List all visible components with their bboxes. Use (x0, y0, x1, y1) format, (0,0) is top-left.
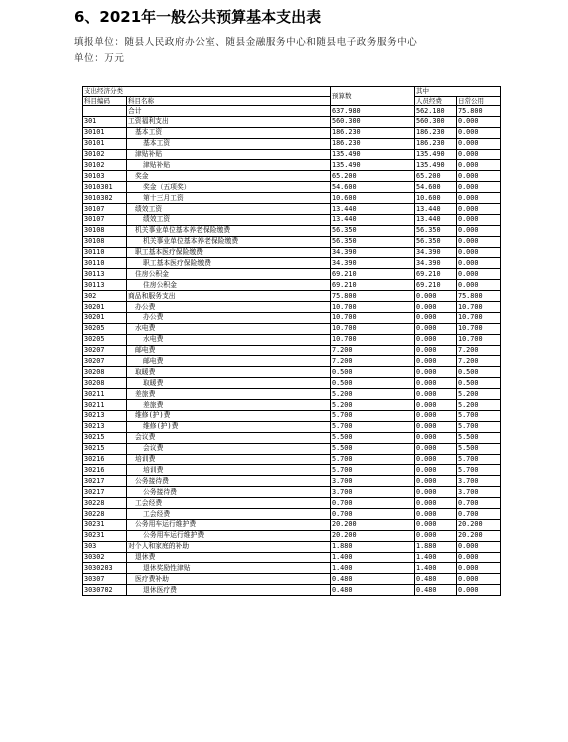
budget-cell: 7.200 (331, 345, 415, 356)
code-cell: 30101 (83, 138, 127, 149)
name-cell: 工会经费 (127, 508, 331, 519)
header-category: 支出经济分类 (83, 87, 331, 97)
table-row (83, 116, 501, 127)
code-cell: 30217 (83, 476, 127, 487)
table-row (83, 421, 501, 432)
code-cell: 30201 (83, 312, 127, 323)
name-cell: 水电费 (127, 334, 331, 345)
name-cell: 取暖费 (127, 367, 331, 378)
code-cell: 30102 (83, 149, 127, 160)
budget-cell: 10.700 (331, 312, 415, 323)
budget-cell: 5.200 (331, 389, 415, 400)
name-cell: 退休费 (127, 552, 331, 563)
code-cell: 3010301 (83, 182, 127, 193)
public-cell: 0.700 (457, 498, 501, 509)
public-cell: 20.200 (457, 530, 501, 541)
public-cell: 0.000 (457, 280, 501, 291)
budget-cell: 135.490 (331, 149, 415, 160)
personnel-cell: 0.000 (415, 530, 457, 541)
name-cell: 邮电费 (127, 345, 331, 356)
table-row (83, 291, 501, 302)
code-cell: 30215 (83, 443, 127, 454)
public-cell: 20.200 (457, 519, 501, 530)
public-cell: 0.000 (457, 204, 501, 215)
personnel-cell: 0.000 (415, 345, 457, 356)
personnel-cell: 1.880 (415, 541, 457, 552)
personnel-cell: 10.600 (415, 193, 457, 204)
code-cell: 30208 (83, 378, 127, 389)
table-row (83, 465, 501, 476)
public-cell: 7.200 (457, 356, 501, 367)
header-budget: 预算数 (331, 87, 415, 106)
budget-cell: 186.230 (331, 127, 415, 138)
table-row (83, 400, 501, 411)
budget-cell: 1.400 (331, 563, 415, 574)
personnel-cell: 0.000 (415, 487, 457, 498)
budget-cell: 135.490 (331, 160, 415, 171)
name-cell: 职工基本医疗保险缴费 (127, 258, 331, 269)
code-cell: 30201 (83, 302, 127, 313)
public-cell: 0.000 (457, 225, 501, 236)
public-cell: 3.700 (457, 487, 501, 498)
budget-cell: 0.500 (331, 378, 415, 389)
code-cell: 30107 (83, 204, 127, 215)
public-cell: 5.700 (457, 465, 501, 476)
code-cell: 30231 (83, 519, 127, 530)
table-row (83, 171, 501, 182)
personnel-cell: 0.000 (415, 410, 457, 421)
name-cell: 水电费 (127, 323, 331, 334)
table-row (83, 182, 501, 193)
name-cell: 机关事业单位基本养老保险缴费 (127, 236, 331, 247)
code-cell: 30205 (83, 323, 127, 334)
public-cell: 5.700 (457, 410, 501, 421)
table-row (83, 378, 501, 389)
table-row (83, 508, 501, 519)
code-cell: 30216 (83, 465, 127, 476)
personnel-cell: 0.000 (415, 454, 457, 465)
name-cell: 绩效工资 (127, 204, 331, 215)
personnel-cell: 1.400 (415, 563, 457, 574)
public-cell: 10.700 (457, 334, 501, 345)
public-cell: 0.000 (457, 160, 501, 171)
table-row (83, 225, 501, 236)
personnel-cell: 69.210 (415, 269, 457, 280)
name-cell: 津贴补贴 (127, 160, 331, 171)
personnel-cell: 0.000 (415, 465, 457, 476)
code-cell: 30103 (83, 171, 127, 182)
header-name: 科目名称 (127, 96, 331, 106)
budget-cell: 1.880 (331, 541, 415, 552)
name-cell: 取暖费 (127, 378, 331, 389)
header-personnel: 人员经费 (415, 96, 457, 106)
code-cell: 3030203 (83, 563, 127, 574)
personnel-cell: 186.230 (415, 138, 457, 149)
table-row (83, 574, 501, 585)
personnel-cell: 0.000 (415, 443, 457, 454)
code-cell: 30108 (83, 236, 127, 247)
personnel-cell: 0.000 (415, 476, 457, 487)
name-cell: 住房公积金 (127, 269, 331, 280)
table-row (83, 519, 501, 530)
public-cell: 5.200 (457, 389, 501, 400)
budget-cell: 69.210 (331, 269, 415, 280)
personnel-cell: 13.440 (415, 204, 457, 215)
table-row (83, 236, 501, 247)
code-cell: 30205 (83, 334, 127, 345)
table-row (83, 345, 501, 356)
name-cell: 维修(护)费 (127, 421, 331, 432)
budget-cell: 65.200 (331, 171, 415, 182)
name-cell: 第十三月工资 (127, 193, 331, 204)
public-cell: 75.800 (457, 291, 501, 302)
personnel-cell: 54.600 (415, 182, 457, 193)
name-cell: 住房公积金 (127, 280, 331, 291)
name-cell: 会议费 (127, 443, 331, 454)
name-cell: 公务接待费 (127, 476, 331, 487)
public-cell: 10.700 (457, 323, 501, 334)
name-cell: 培训费 (127, 465, 331, 476)
name-cell: 差旅费 (127, 389, 331, 400)
header-row-1 (83, 87, 501, 97)
personnel-cell: 135.490 (415, 149, 457, 160)
code-cell: 30211 (83, 389, 127, 400)
personnel-cell: 0.000 (415, 356, 457, 367)
budget-cell: 5.700 (331, 465, 415, 476)
name-cell: 基本工资 (127, 127, 331, 138)
personnel-cell: 56.350 (415, 236, 457, 247)
personnel-cell: 34.390 (415, 258, 457, 269)
personnel-cell: 0.000 (415, 498, 457, 509)
personnel-cell: 0.000 (415, 378, 457, 389)
public-cell: 0.000 (457, 171, 501, 182)
public-cell: 0.000 (457, 193, 501, 204)
budget-cell: 13.440 (331, 204, 415, 215)
table-row (83, 258, 501, 269)
budget-cell: 5.500 (331, 432, 415, 443)
header-public: 日常公用 (457, 96, 501, 106)
public-cell: 0.000 (457, 552, 501, 563)
name-cell: 退休医疗费 (127, 585, 331, 596)
header-of-which: 其中 (415, 87, 501, 97)
table-row (83, 498, 501, 509)
fill-unit-text: 填报单位：随县人民政府办公室、随县金融服务中心和随县电子政务服务中心 (74, 37, 418, 48)
budget-cell: 10.600 (331, 193, 415, 204)
public-cell: 0.000 (457, 149, 501, 160)
budget-cell: 10.700 (331, 302, 415, 313)
budget-cell: 5.500 (331, 443, 415, 454)
budget-cell: 34.390 (331, 258, 415, 269)
name-cell: 基本工资 (127, 138, 331, 149)
table-row (83, 432, 501, 443)
code-cell: 30213 (83, 410, 127, 421)
public-cell: 5.200 (457, 400, 501, 411)
name-cell: 公务用车运行维护费 (127, 519, 331, 530)
code-cell: 30215 (83, 432, 127, 443)
table-row (83, 323, 501, 334)
name-cell: 差旅费 (127, 400, 331, 411)
name-cell: 退休奖励性津贴 (127, 563, 331, 574)
public-cell: 0.000 (457, 182, 501, 193)
code-cell: 30108 (83, 225, 127, 236)
budget-cell: 13.440 (331, 214, 415, 225)
public-cell: 0.000 (457, 127, 501, 138)
table-row (83, 410, 501, 421)
table-row (83, 204, 501, 215)
budget-cell: 20.200 (331, 530, 415, 541)
code-cell: 30217 (83, 487, 127, 498)
name-cell: 奖金 (127, 171, 331, 182)
budget-cell: 637.980 (331, 106, 415, 117)
code-cell: 30102 (83, 160, 127, 171)
table-row (83, 127, 501, 138)
personnel-cell: 560.300 (415, 116, 457, 127)
personnel-cell: 0.000 (415, 323, 457, 334)
budget-cell: 5.200 (331, 400, 415, 411)
table-row (83, 563, 501, 574)
name-cell: 维修(护)费 (127, 410, 331, 421)
name-cell: 绩效工资 (127, 214, 331, 225)
table-row (83, 585, 501, 596)
table-row (83, 193, 501, 204)
table-row (83, 106, 501, 117)
public-cell: 0.700 (457, 508, 501, 519)
budget-cell: 5.700 (331, 454, 415, 465)
name-cell: 对个人和家庭的补助 (127, 541, 331, 552)
code-cell: 30231 (83, 530, 127, 541)
budget-cell: 560.300 (331, 116, 415, 127)
code-cell: 30207 (83, 345, 127, 356)
public-cell: 0.000 (457, 563, 501, 574)
table-row (83, 476, 501, 487)
table-row (83, 334, 501, 345)
code-cell: 301 (83, 116, 127, 127)
public-cell: 0.000 (457, 258, 501, 269)
personnel-cell: 13.440 (415, 214, 457, 225)
name-cell: 职工基本医疗保险缴费 (127, 247, 331, 258)
personnel-cell: 1.400 (415, 552, 457, 563)
table-row (83, 356, 501, 367)
code-cell: 3010302 (83, 193, 127, 204)
public-cell: 0.000 (457, 138, 501, 149)
personnel-cell: 0.000 (415, 312, 457, 323)
personnel-cell: 65.200 (415, 171, 457, 182)
public-cell: 0.500 (457, 378, 501, 389)
budget-cell: 7.200 (331, 356, 415, 367)
public-cell: 0.000 (457, 574, 501, 585)
public-cell: 75.800 (457, 106, 501, 117)
name-cell: 公务用车运行维护费 (127, 530, 331, 541)
public-cell: 0.000 (457, 116, 501, 127)
budget-cell: 69.210 (331, 280, 415, 291)
budget-cell: 5.700 (331, 410, 415, 421)
name-cell: 工资福利支出 (127, 116, 331, 127)
table-row (83, 214, 501, 225)
personnel-cell: 34.390 (415, 247, 457, 258)
public-cell: 5.500 (457, 443, 501, 454)
table-row (83, 149, 501, 160)
public-cell: 0.000 (457, 236, 501, 247)
code-cell: 30216 (83, 454, 127, 465)
code-cell: 30207 (83, 356, 127, 367)
code-cell: 3030702 (83, 585, 127, 596)
budget-cell: 75.800 (331, 291, 415, 302)
code-cell: 302 (83, 291, 127, 302)
personnel-cell: 0.000 (415, 421, 457, 432)
budget-cell: 0.480 (331, 574, 415, 585)
table-row (83, 541, 501, 552)
personnel-cell: 186.230 (415, 127, 457, 138)
name-cell: 邮电费 (127, 356, 331, 367)
name-cell: 会议费 (127, 432, 331, 443)
table-row (83, 160, 501, 171)
table-row (83, 530, 501, 541)
personnel-cell: 0.000 (415, 291, 457, 302)
code-cell: 30211 (83, 400, 127, 411)
budget-cell: 20.200 (331, 519, 415, 530)
table-row (83, 280, 501, 291)
public-cell: 0.000 (457, 269, 501, 280)
budget-cell: 3.700 (331, 476, 415, 487)
budget-cell: 5.700 (331, 421, 415, 432)
name-cell: 办公费 (127, 302, 331, 313)
table-row (83, 454, 501, 465)
code-cell: 30302 (83, 552, 127, 563)
personnel-cell: 0.480 (415, 574, 457, 585)
public-cell: 0.000 (457, 541, 501, 552)
personnel-cell: 0.000 (415, 400, 457, 411)
budget-cell: 1.400 (331, 552, 415, 563)
budget-cell: 0.700 (331, 508, 415, 519)
table-row (83, 138, 501, 149)
name-cell: 奖金（五项奖） (127, 182, 331, 193)
table-row (83, 552, 501, 563)
code-cell: 30208 (83, 367, 127, 378)
personnel-cell: 0.000 (415, 519, 457, 530)
budget-cell: 34.390 (331, 247, 415, 258)
personnel-cell: 135.490 (415, 160, 457, 171)
page-title: 6、2021年一般公共预算基本支出表 (74, 8, 322, 26)
table-row (83, 389, 501, 400)
public-cell: 0.500 (457, 367, 501, 378)
name-cell: 合计 (127, 106, 331, 117)
name-cell: 培训费 (127, 454, 331, 465)
public-cell: 0.000 (457, 247, 501, 258)
personnel-cell: 0.000 (415, 302, 457, 313)
unit-text: 单位：万元 (74, 53, 125, 64)
public-cell: 10.700 (457, 312, 501, 323)
name-cell: 机关事业单位基本养老保险缴费 (127, 225, 331, 236)
personnel-cell: 0.000 (415, 367, 457, 378)
budget-cell: 54.600 (331, 182, 415, 193)
code-cell: 30110 (83, 247, 127, 258)
table-row (83, 367, 501, 378)
personnel-cell: 56.350 (415, 225, 457, 236)
budget-cell: 0.700 (331, 498, 415, 509)
public-cell: 5.700 (457, 454, 501, 465)
public-cell: 0.000 (457, 214, 501, 225)
code-cell: 30113 (83, 269, 127, 280)
header-row-2 (83, 96, 501, 106)
public-cell: 5.500 (457, 432, 501, 443)
table-row (83, 312, 501, 323)
budget-cell: 10.700 (331, 323, 415, 334)
budget-cell: 0.500 (331, 367, 415, 378)
table-row (83, 443, 501, 454)
header-code: 科目编码 (83, 96, 127, 106)
personnel-cell: 0.000 (415, 334, 457, 345)
code-cell: 30213 (83, 421, 127, 432)
public-cell: 7.200 (457, 345, 501, 356)
name-cell: 办公费 (127, 312, 331, 323)
personnel-cell: 0.000 (415, 389, 457, 400)
table-row (83, 269, 501, 280)
code-cell: 30113 (83, 280, 127, 291)
personnel-cell: 69.210 (415, 280, 457, 291)
budget-cell: 56.350 (331, 225, 415, 236)
code-cell (83, 106, 127, 117)
personnel-cell: 0.000 (415, 432, 457, 443)
code-cell: 30110 (83, 258, 127, 269)
public-cell: 5.700 (457, 421, 501, 432)
public-cell: 10.700 (457, 302, 501, 313)
budget-cell: 56.350 (331, 236, 415, 247)
name-cell: 公务接待费 (127, 487, 331, 498)
public-cell: 0.000 (457, 585, 501, 596)
budget-table (82, 86, 501, 596)
code-cell: 30107 (83, 214, 127, 225)
public-cell: 3.700 (457, 476, 501, 487)
personnel-cell: 0.480 (415, 585, 457, 596)
personnel-cell: 562.180 (415, 106, 457, 117)
budget-cell: 0.480 (331, 585, 415, 596)
code-cell: 30228 (83, 498, 127, 509)
table-row (83, 247, 501, 258)
table-row (83, 487, 501, 498)
name-cell: 医疗费补助 (127, 574, 331, 585)
budget-cell: 186.230 (331, 138, 415, 149)
name-cell: 工会经费 (127, 498, 331, 509)
code-cell: 303 (83, 541, 127, 552)
budget-cell: 3.700 (331, 487, 415, 498)
budget-cell: 10.700 (331, 334, 415, 345)
code-cell: 30307 (83, 574, 127, 585)
name-cell: 商品和服务支出 (127, 291, 331, 302)
code-cell: 30101 (83, 127, 127, 138)
code-cell: 30228 (83, 508, 127, 519)
personnel-cell: 0.000 (415, 508, 457, 519)
name-cell: 津贴补贴 (127, 149, 331, 160)
table-row (83, 302, 501, 313)
